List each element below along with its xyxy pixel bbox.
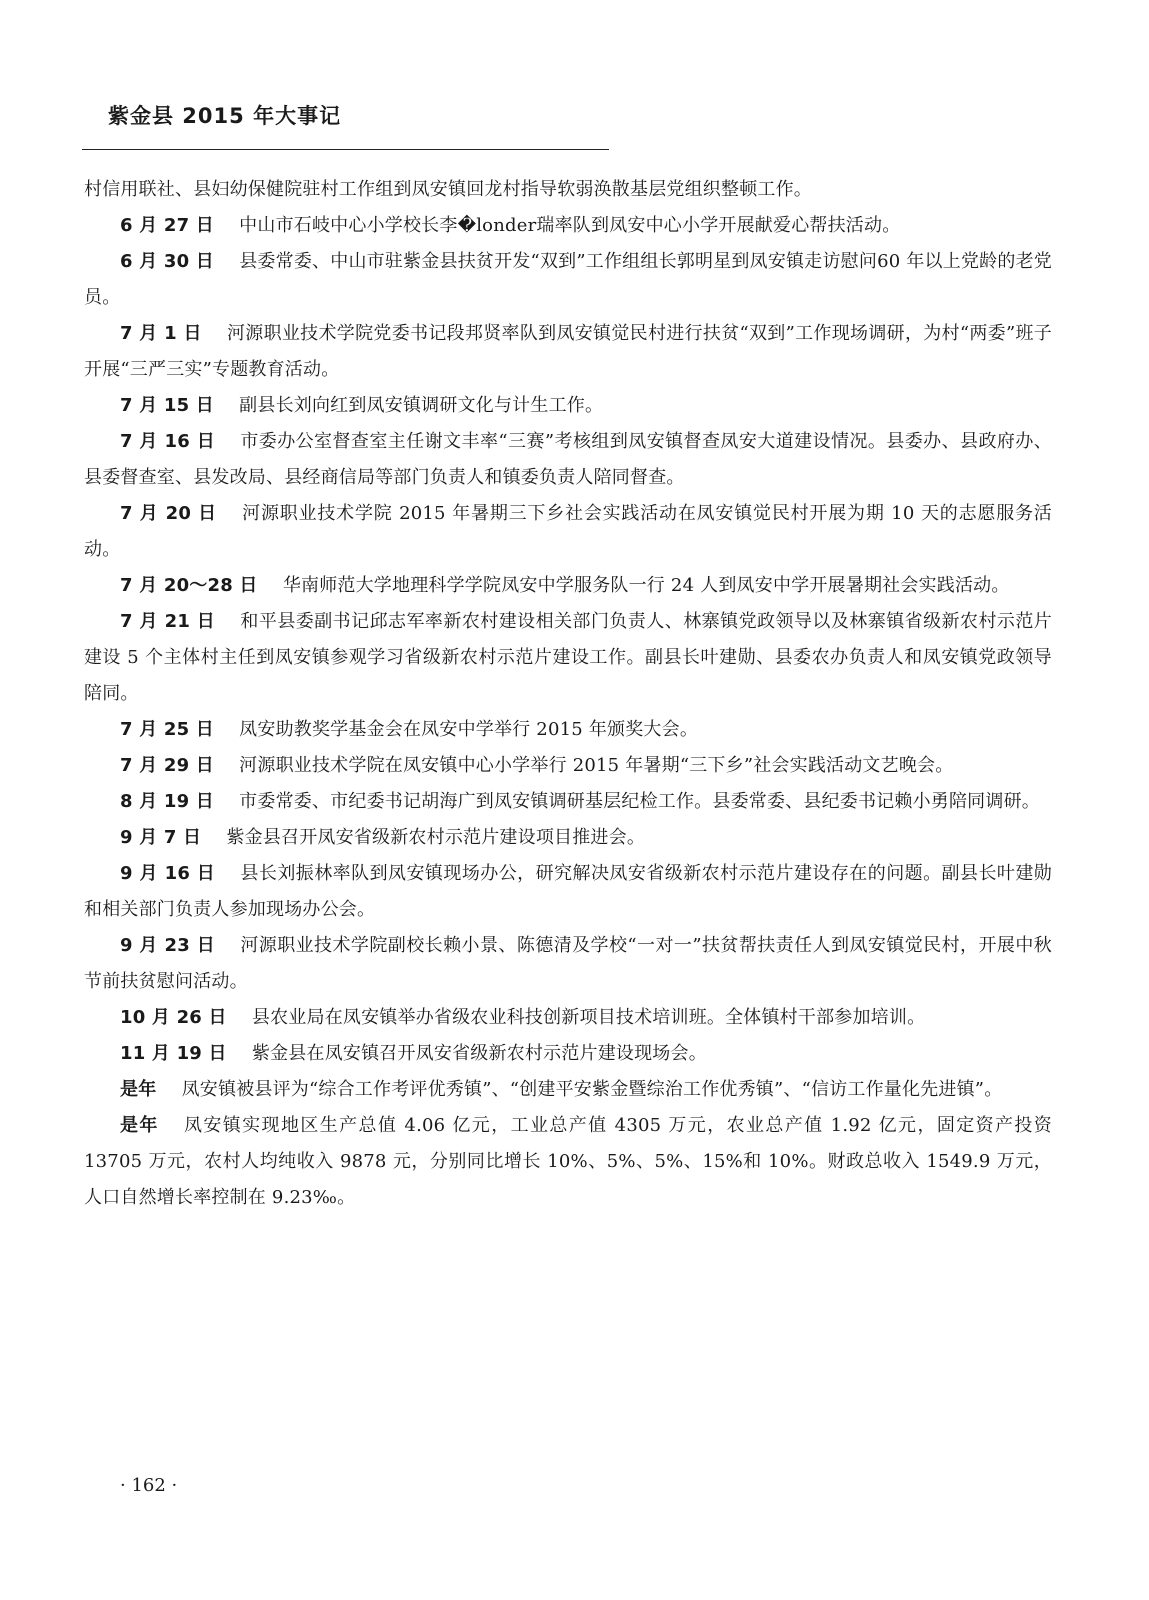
entry-date: 6 月 27 日: [120, 215, 214, 236]
page-number: · 162 ·: [120, 1475, 178, 1496]
entry-text: 凤安镇被县评为“综合工作考评优秀镇”、“创建平安紫金暨综治工作优秀镇”、“信访工作量化先进镇”。: [181, 1079, 1003, 1100]
entry-text: 市委常委、市纪委书记胡海广到凤安镇调研基层纪检工作。县委常委、县纪委书记赖小勇陪同调研。: [239, 791, 1040, 812]
entry-paragraph: [84, 820, 1052, 856]
entry-date: 7 月 1 日: [120, 323, 202, 344]
entry-date: 7 月 16 日: [120, 431, 216, 452]
entry-text: 河源职业技术学院副校长赖小景、陈德清及学校“一对一”扶贫帮扶责任人到凤安镇觉民村，开展中秋节前扶贫慰问活动。: [84, 935, 1052, 992]
entry-date: 是年: [120, 1079, 157, 1100]
entry-text: 河源职业技术学院党委书记段邦贤率队到凤安镇觉民村进行扶贫“双到”工作现场调研，为村“两委”班子开展“三严三实”专题教育活动。: [84, 323, 1052, 380]
entry-paragraph: [84, 424, 1052, 496]
entry-text: 市委办公室督查室主任谢文丰率“三赛”考核组到凤安镇督查凤安大道建设情况。县委办、县政府办、县委督查室、县发改局、县经商信局等部门负责人和镇委负责人陪同督查。: [84, 431, 1052, 488]
entry-text: 县委常委、中山市驻紫金县扶贫开发“双到”工作组组长郭明星到凤安镇走访慰问60 年以上党龄的老党员。: [84, 251, 1052, 308]
entry-date: 7 月 21 日: [120, 611, 216, 632]
entry-paragraph: [84, 856, 1052, 928]
entry-paragraph: [84, 316, 1052, 388]
entry-date: 9 月 16 日: [120, 863, 216, 884]
entry-paragraph: [84, 388, 1052, 424]
entry-paragraph: [84, 1108, 1052, 1216]
entry-text: 华南师范大学地理科学学院凤安中学服务队一行 24 人到凤安中学开展暑期社会实践活动。: [282, 575, 1010, 596]
entry-paragraph: [84, 784, 1052, 820]
entry-date: 7 月 25 日: [120, 719, 214, 740]
entry-date: 11 月 19 日: [120, 1043, 227, 1064]
entry-date: 8 月 19 日: [120, 791, 214, 812]
entry-date: 7 月 29 日: [120, 755, 214, 776]
header-rule: [82, 149, 609, 150]
entry-date: 7 月 20 日: [120, 503, 217, 524]
entry-paragraph: [84, 568, 1052, 604]
running-header: 紫金县 2015 年大事记: [108, 104, 342, 128]
entry-text: 紫金县在凤安镇召开凤安省级新农村示范片建设现场会。: [251, 1043, 707, 1064]
entry-paragraph: [84, 244, 1052, 316]
entry-date: 10 月 26 日: [120, 1007, 227, 1028]
entry-date: 是年: [120, 1115, 159, 1136]
entry-text: 副县长刘向红到凤安镇调研文化与计生工作。: [239, 395, 604, 416]
entry-date: 9 月 7 日: [120, 827, 202, 848]
entry-text: 凤安镇实现地区生产总值 4.06 亿元，工业总产值 4305 万元，农业总产值 1.92 亿元，固定资产投资 13705 万元，农村人均纯收入 9878 元，分别同比增长 10%、5%、5%、15%和 10%。财政总收入 1549.9 万元，人口自然增长率控制在 9.23‰。: [84, 1115, 1053, 1208]
entry-paragraph: [84, 604, 1052, 712]
entry-text: 县农业局在凤安镇举办省级农业科技创新项目技术培训班。全体镇村干部参加培训。: [251, 1007, 926, 1028]
entry-text: 河源职业技术学院 2015 年暑期三下乡社会实践活动在凤安镇觉民村开展为期 10 天的志愿服务活动。: [84, 503, 1052, 560]
entry-text: 和平县委副书记邱志军率新农村建设相关部门负责人、林寨镇党政领导以及林寨镇省级新农村示范片建设 5 个主体村主任到凤安镇参观学习省级新农村示范片建设工作。副县长叶建勋、县委农办负责人和凤安镇党政领导陪同。: [84, 611, 1052, 704]
entry-date: 7 月 15 日: [120, 395, 214, 416]
entry-date: 7 月 20～28 日: [120, 575, 258, 596]
entry-date: 9 月 23 日: [120, 935, 216, 956]
entry-paragraph: [84, 1036, 1052, 1072]
body-text: [84, 172, 1052, 1216]
entry-date: 6 月 30 日: [120, 251, 215, 272]
entry-text: 凤安助教奖学基金会在凤安中学举行 2015 年颁奖大会。: [239, 719, 699, 740]
entry-paragraph: [84, 712, 1052, 748]
entry-paragraph: [84, 928, 1052, 1000]
entry-text: 中山市石岐中心小学校长李�londer瑞率队到凤安中心小学开展献爱心帮扶活动。: [239, 215, 901, 236]
entry-text: 紫金县召开凤安省级新农村示范片建设项目推进会。: [226, 827, 646, 848]
entry-paragraph: [84, 748, 1052, 784]
entry-text: 县长刘振林率队到凤安镇现场办公，研究解决凤安省级新农村示范片建设存在的问题。副县长叶建勋和相关部门负责人参加现场办公会。: [84, 863, 1052, 920]
entry-paragraph: [84, 496, 1052, 568]
entry-text: 河源职业技术学院在凤安镇中心小学举行 2015 年暑期“三下乡”社会实践活动文艺晚会。: [239, 755, 954, 776]
entry-paragraph: [84, 1000, 1052, 1036]
entry-paragraph: [84, 1072, 1052, 1108]
intro-paragraph: 村信用联社、县妇幼保健院驻村工作组到凤安镇回龙村指导软弱涣散基层党组织整顿工作。: [84, 179, 812, 200]
entry-paragraph: [84, 208, 1052, 244]
